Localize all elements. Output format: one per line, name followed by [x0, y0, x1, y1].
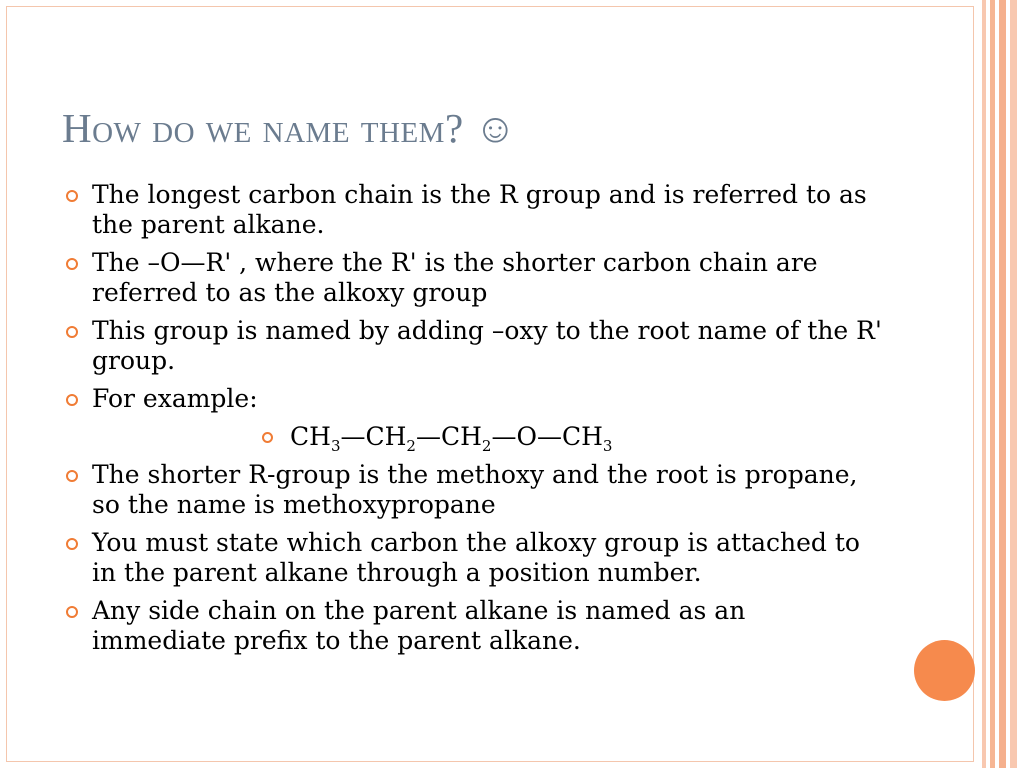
stripe-4 [1010, 0, 1017, 768]
ring-bullet-icon [66, 538, 78, 550]
formula-subscript: 3 [330, 437, 341, 455]
bullet-item [62, 384, 882, 414]
bullet-item [62, 180, 882, 240]
formula-part: —O—CH [491, 422, 603, 451]
bullet-item [62, 316, 882, 376]
formula-bullet [62, 422, 882, 455]
slide-title: How do we name them? ☺ [62, 105, 517, 151]
ring-bullet-icon [66, 190, 78, 202]
bullet-text: You must state which carbon the alkoxy group is attached to in the parent alkane through a position number. [92, 528, 860, 587]
ring-bullet-icon [66, 606, 78, 618]
chemical-formula [290, 422, 613, 455]
bullet-text: Any side chain on the parent alkane is named as an immediate prefix to the parent alkane. [92, 596, 746, 655]
bullet-item [62, 460, 882, 520]
bullet-item [62, 596, 882, 656]
bullet-text: The shorter R-group is the methoxy and the root is propane, so the name is methoxypropane [92, 460, 858, 519]
formula-subscript: 2 [406, 437, 416, 455]
formula-part: —CH [340, 422, 407, 451]
bullet-text: The –O—R' , where the R' is the shorter carbon chain are referred to as the alkoxy group [92, 248, 818, 307]
orange-circle-icon [914, 640, 975, 701]
formula-subscript: 2 [481, 437, 492, 455]
bullet-text: The longest carbon chain is the R group and is referred to as the parent alkane. [92, 180, 867, 239]
ring-bullet-icon [66, 326, 78, 338]
formula-part: —CH [415, 422, 482, 451]
ring-bullet-icon [66, 470, 78, 482]
bullet-item [62, 248, 882, 308]
stripe-2 [990, 0, 995, 768]
right-edge-stripes [978, 0, 1024, 768]
bullet-text: For example: [92, 384, 258, 413]
ring-bullet-icon [262, 432, 273, 443]
ring-bullet-icon [66, 394, 78, 406]
ring-bullet-icon [66, 258, 78, 270]
stripe-3 [999, 0, 1006, 768]
stripe-1 [982, 0, 986, 768]
bullet-list [62, 180, 882, 664]
formula-subscript: 3 [602, 437, 613, 455]
formula-part: CH [290, 422, 331, 451]
bullet-item [62, 528, 882, 588]
bullet-text: This group is named by adding –oxy to the root name of the R' group. [92, 316, 882, 375]
